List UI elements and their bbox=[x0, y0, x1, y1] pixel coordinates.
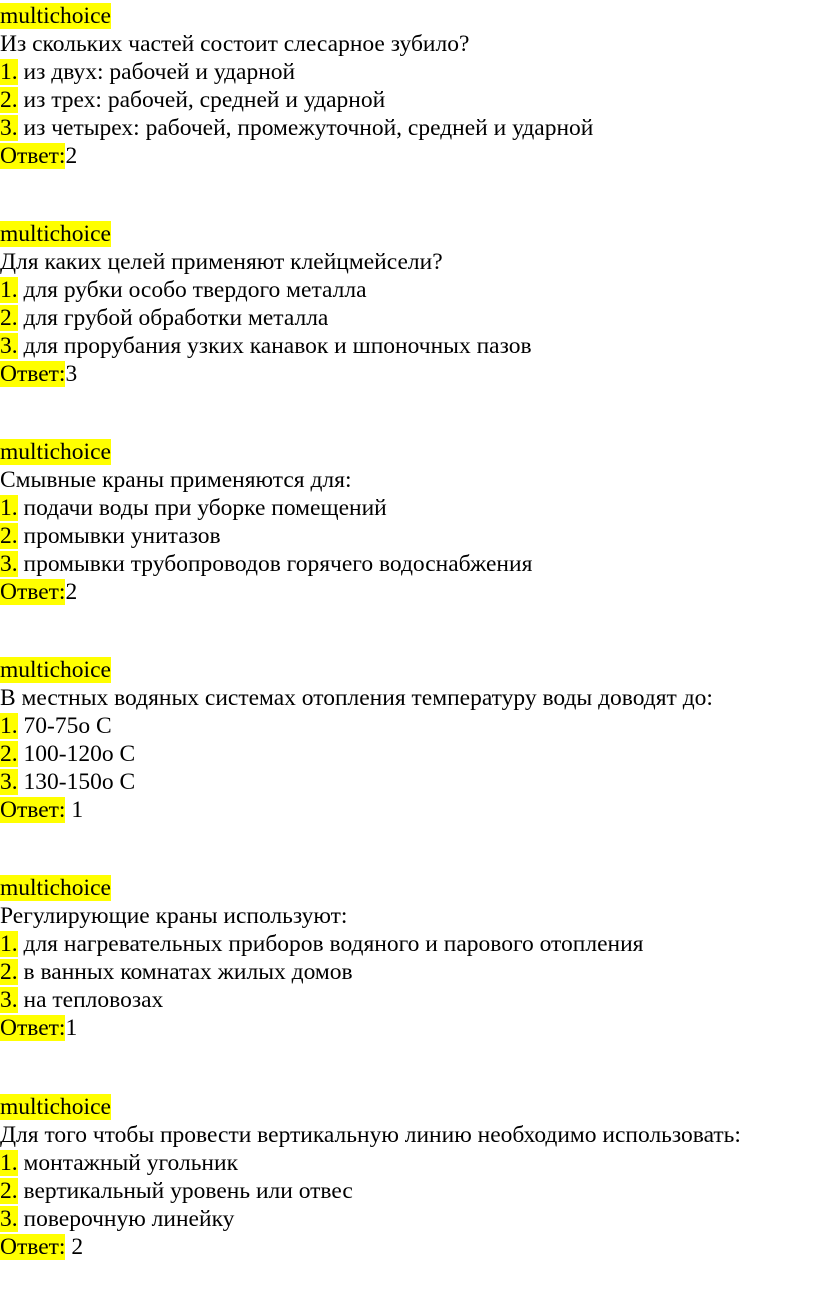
question-type-tag: multichoice bbox=[0, 1094, 111, 1120]
answer-line bbox=[0, 360, 816, 388]
question-text: Для того чтобы провести вертикальную линию необходимо использовать: bbox=[0, 1122, 741, 1148]
question-type-tag: multichoice bbox=[0, 657, 111, 683]
answer-value: 2 bbox=[65, 1234, 84, 1260]
option-text: в ванных комнатах жилых домов bbox=[17, 959, 353, 985]
option-2 bbox=[0, 522, 816, 550]
question-text: Из скольких частей состоит слесарное зубило? bbox=[0, 31, 470, 57]
question-text: Для каких целей применяют клейцмейсели? bbox=[0, 249, 443, 275]
option-number: 3. bbox=[0, 1206, 18, 1232]
answer-label: Ответ: bbox=[0, 361, 66, 387]
option-3 bbox=[0, 768, 816, 796]
option-text: для нагревательных приборов водяного и парового отопления bbox=[17, 931, 644, 957]
answer-line bbox=[0, 1233, 816, 1261]
option-number: 3. bbox=[0, 333, 18, 359]
question-block bbox=[0, 874, 816, 1042]
option-number: 1. bbox=[0, 931, 18, 957]
answer-label: Ответ: bbox=[0, 579, 66, 605]
option-text: из двух: рабочей и ударной bbox=[17, 59, 296, 85]
option-text: монтажный угольник bbox=[17, 1150, 238, 1176]
option-3 bbox=[0, 986, 816, 1014]
option-number: 3. bbox=[0, 769, 18, 795]
option-2 bbox=[0, 740, 816, 768]
question-type-tag: multichoice bbox=[0, 3, 111, 29]
option-2 bbox=[0, 304, 816, 332]
option-2 bbox=[0, 1177, 816, 1205]
option-number: 1. bbox=[0, 495, 18, 521]
option-1 bbox=[0, 276, 816, 304]
answer-label: Ответ: bbox=[0, 1234, 66, 1260]
option-number: 3. bbox=[0, 115, 18, 141]
option-1 bbox=[0, 58, 816, 86]
option-3 bbox=[0, 332, 816, 360]
option-text: подачи воды при уборке помещений bbox=[17, 495, 387, 521]
answer-label: Ответ: bbox=[0, 1015, 66, 1041]
option-text: из четырех: рабочей, промежуточной, средней и ударной bbox=[17, 115, 594, 141]
answer-label: Ответ: bbox=[0, 797, 66, 823]
option-number: 2. bbox=[0, 741, 18, 767]
option-text: для грубой обработки металла bbox=[17, 305, 329, 331]
option-text: промывки унитазов bbox=[17, 523, 221, 549]
option-number: 2. bbox=[0, 959, 18, 985]
option-text: 100-120о С bbox=[17, 741, 136, 767]
option-1 bbox=[0, 712, 816, 740]
answer-value: 3 bbox=[65, 361, 78, 387]
option-text: вертикальный уровень или отвес bbox=[17, 1178, 353, 1204]
question-block bbox=[0, 438, 816, 606]
question-block bbox=[0, 220, 816, 388]
option-text: 70-75о С bbox=[17, 713, 112, 739]
option-2 bbox=[0, 958, 816, 986]
answer-line bbox=[0, 1014, 816, 1042]
question-block bbox=[0, 656, 816, 824]
option-2 bbox=[0, 86, 816, 114]
option-number: 2. bbox=[0, 87, 18, 113]
option-text: для прорубания узких канавок и шпоночных пазов bbox=[17, 333, 532, 359]
option-text: промывки трубопроводов горячего водоснабжения bbox=[17, 551, 533, 577]
option-1 bbox=[0, 930, 816, 958]
option-text: 130-150о С bbox=[17, 769, 136, 795]
answer-label: Ответ: bbox=[0, 143, 66, 169]
option-number: 1. bbox=[0, 1150, 18, 1176]
answer-line bbox=[0, 142, 816, 170]
option-3 bbox=[0, 114, 816, 142]
question-text: Смывные краны применяются для: bbox=[0, 467, 352, 493]
answer-value: 1 bbox=[65, 1015, 78, 1041]
question-type-tag: multichoice bbox=[0, 221, 111, 247]
question-block bbox=[0, 1093, 816, 1261]
option-3 bbox=[0, 550, 816, 578]
option-1 bbox=[0, 1149, 816, 1177]
question-text: В местных водяных системах отопления температуру воды доводят до: bbox=[0, 685, 713, 711]
option-number: 2. bbox=[0, 1178, 18, 1204]
option-text: поверочную линейку bbox=[17, 1206, 235, 1232]
option-text: на тепловозах bbox=[17, 987, 164, 1013]
option-number: 2. bbox=[0, 523, 18, 549]
option-number: 2. bbox=[0, 305, 18, 331]
option-text: из трех: рабочей, средней и ударной bbox=[17, 87, 386, 113]
question-text: Регулирующие краны используют: bbox=[0, 903, 348, 929]
answer-value: 2 bbox=[65, 579, 78, 605]
option-text: для рубки особо твердого металла bbox=[17, 277, 367, 303]
option-number: 1. bbox=[0, 713, 18, 739]
question-block bbox=[0, 2, 816, 170]
option-3 bbox=[0, 1205, 816, 1233]
answer-line bbox=[0, 578, 816, 606]
answer-value: 1 bbox=[65, 797, 84, 823]
question-type-tag: multichoice bbox=[0, 439, 111, 465]
option-number: 1. bbox=[0, 277, 18, 303]
question-type-tag: multichoice bbox=[0, 875, 111, 901]
answer-value: 2 bbox=[65, 143, 78, 169]
option-number: 3. bbox=[0, 551, 18, 577]
option-number: 3. bbox=[0, 987, 18, 1013]
option-1 bbox=[0, 494, 816, 522]
option-number: 1. bbox=[0, 59, 18, 85]
answer-line bbox=[0, 796, 816, 824]
